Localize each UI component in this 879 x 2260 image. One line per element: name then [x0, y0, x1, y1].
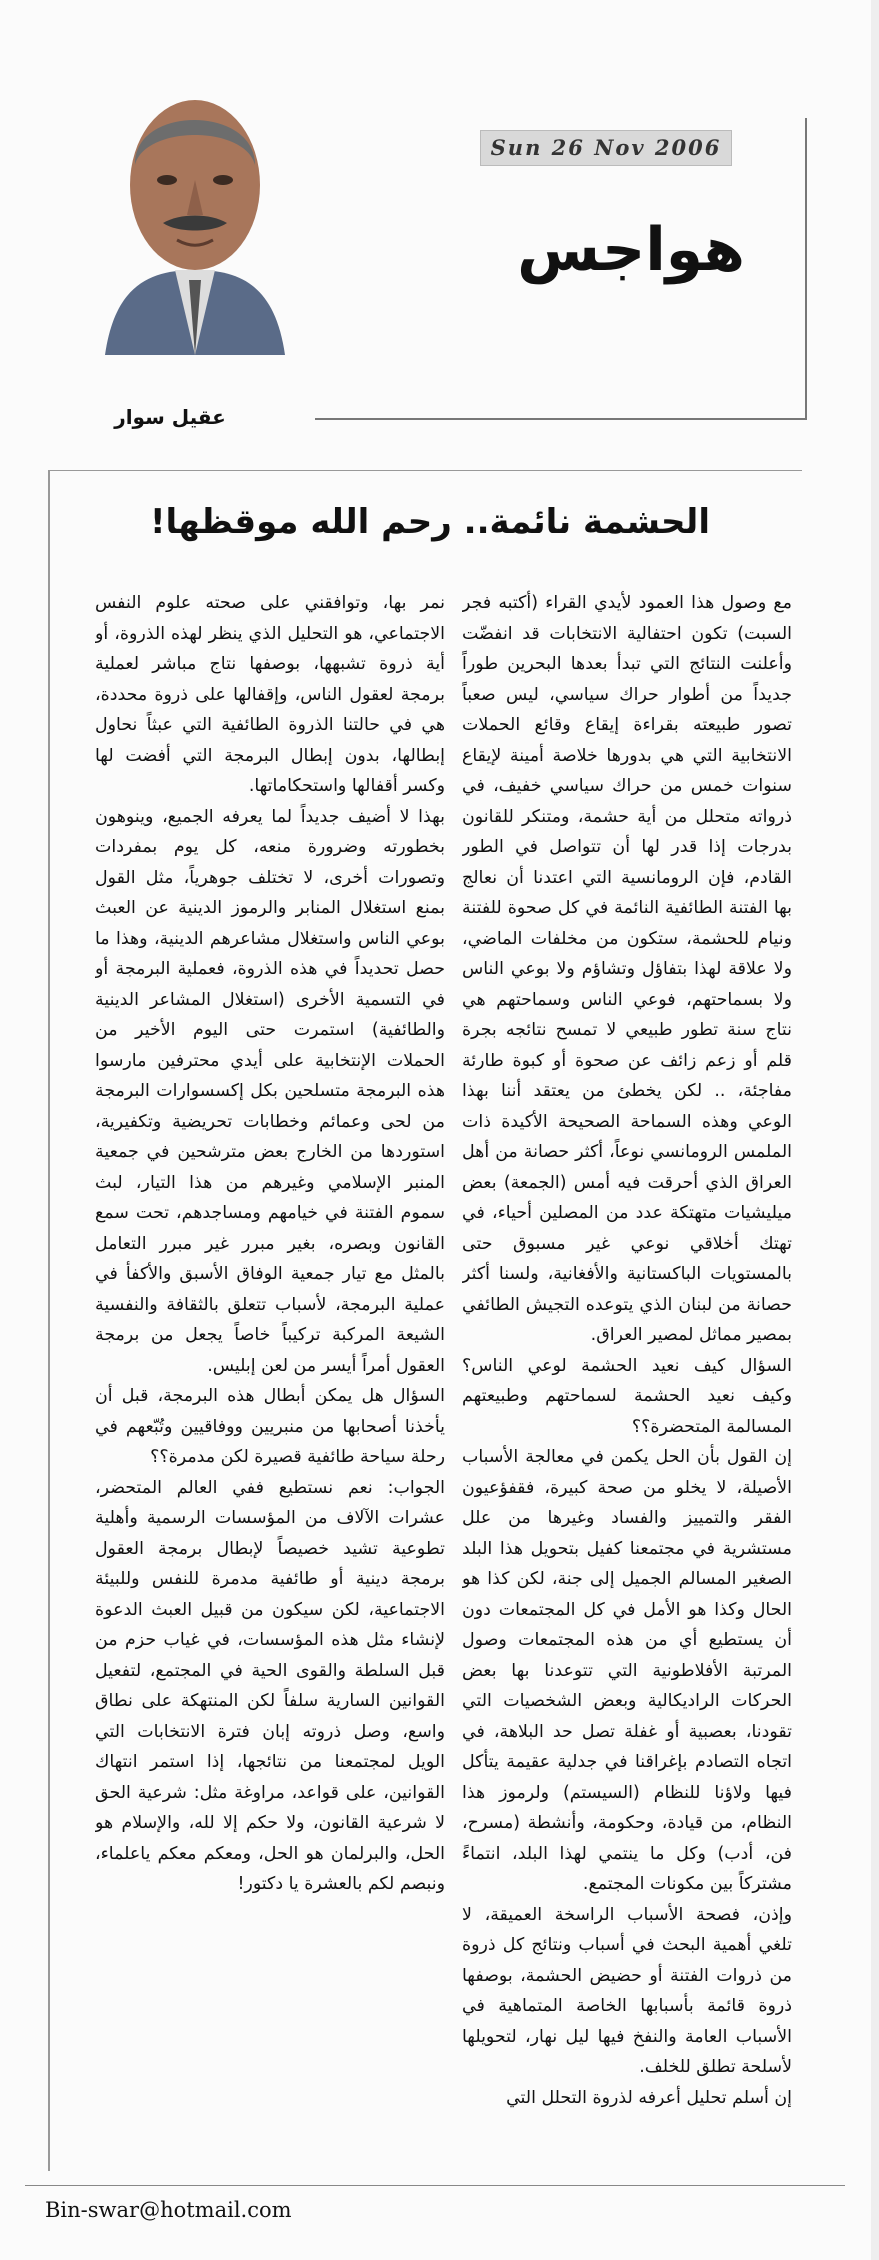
article-column-right — [462, 588, 792, 2148]
paragraph: السؤال هل يمكن أبطال هذه البرمجة، قبل أن يأخذنا أصحابها من منبريين ووفاقيين وتُبّعهم في رحلة سياحة طائفية قصيرة لكن مدمرة؟؟ — [95, 1386, 445, 1467]
column-section-title: هواجس — [517, 215, 745, 285]
paragraph: نمر بها، وتوافقني على صحته علوم النفس الاجتماعي، هو التحليل الذي ينظر لهذه الذروة، أو أية ذروة تشبهها، بوصفها نتاج مباشر لعملية برمجة لعقول الناس، وإقفالها على ذروة محددة، هي في حالتنا الذروة الطائفية التي عبثاً نحاول إبطالها، بدون إبطال البرمجة التي أفضت لها وكسر أقفالها واستحكاماتها. — [95, 593, 445, 796]
paragraph: مع وصول هذا العمود لأيدي القراء (أكتبه فجر السبت) تكون احتفالية الانتخابات قد انفضّت وأعلنت النتائج التي تبدأ بعدها البحرين طوراً جديداً من أطوار حراك سياسي، ليس صعباً تصور طبيعته بقراءة إيقاع وقائع الحملات الانتخابية التي هي بدورها خلاصة أمينة لإيقاع سنوات خمس من حراك سياسي خفيف، في ذرواته متحلل من أية حشمة، ومتنكر للقانون بدرجات إذا قدر لها أن تتواصل في الطور القادم، فإن الرومانسية التي اعتدنا أن نعالج بها الفتنة الطائفية النائمة في كل صحوة للفتنة ونيام للحشمة، ستكون من مخلفات الماضي، ولا علاقة لهذا بتفاؤل وتشاؤم ولا بوعي الناس ولا بسماحتهم، فوعي الناس وسماحتهم هي نتاج سنة تطور طبيعي لا تمسح نتائجه بجرة قلم أو زعم زائف عن صحوة أو كبوة طارئة مفاجئة، .. لكن يخطئ من يعتقد أننا بهذا الوعي وهذه السماحة الصحيحة الأكيدة ذات الملمس الرومانسي نوعاً، أكثر حصانة من أهل العراق الذي أحرقت فيه أمس (الجمعة) بعض ميليشيات متهتكة عدد من المصلين أحياء، في تهتك أخلاقي نوعي غير مسبوق حتى بالمستويات الباكستانية والأفغانية، ولسنا أكثر حصانة من لبنان الذي يتوعده التجيش الطائفي بمصير مماثل لمصير العراق. — [462, 593, 792, 1345]
paragraph: إن القول بأن الحل يكمن في معالجة الأسباب الأصيلة، لا يخلو من صحة كبيرة، فقفؤعيون الفقر والتمييز والفساد وغيرها من علل مستشرية في مجتمعنا كفيل بتحويل هذا البلد الصغير المسالم الجميل إلى جنة، لكن كذا هو الحال وكذا هو الأمل في كل المجتمعات دون أن يستطيع أي من هذه المجتمعات وصول المرتبة الأفلاطونية التي تتوعدنا بها بعض الحركات الراديكالية وبعض الشخصيات التي تقودنا، بعصبية أو غفلة تصل حد البلاهة، في اتجاه التصادم بإغراقنا في جدلية عقيمة يتأكل فيها ولاؤنا للنظام (السيستم) ولرموز هذا النظام، من قيادة، وحكومة، وأنشطة (مسرح، فن، أدب) وكل ما ينتمي لهذا البلد، انتماءً مشتركاً بين مكونات المجتمع. — [462, 1447, 792, 1894]
paragraph: السؤال كيف نعيد الحشمة لوعي الناس؟ وكيف نعيد الحشمة لسماحتهم وطبيعتهم المسالمة المتحضرة؟؟ — [462, 1355, 792, 1437]
author-email[interactable]: Bin-swar@hotmail.com — [45, 2198, 292, 2222]
paragraph: وإذن، فصحة الأسباب الراسخة العميقة، لا تلغي أهمية البحث في أسباب ونتائج كل ذروة من ذروات الفتنة أو حضيض الحشمة، بوصفها ذروة قائمة بأسبابها الخاصة المتماهية في الأسباب العامة والنفخ فيها ليل نهار، لتحويلها لأسلحة تطلق للخلف. — [462, 1904, 792, 2077]
author-portrait-image — [95, 55, 295, 355]
article-headline: الحشمة نائمة.. رحم الله موقظها! — [150, 502, 710, 542]
page-edge — [871, 0, 879, 2260]
article-column-left — [95, 588, 445, 2148]
paragraph: الجواب: نعم نستطيع ففي العالم المتحضر، عشرات الآلاف من المؤسسات الرسمية وأهلية تطوعية تشيد خصيصاً لإبطال برمجة العقول برمجة دينية أو طائفية مدمرة للنفس وللبيئة الاجتماعية، لكن سيكون من قبيل العبث الدعوة لإنشاء مثل هذه المؤسسات، في غياب حزم من قبل السلطة والقوى الحية في المجتمع، لتفعيل القوانين السارية سلفاً لكن المنتهكة على نطاق واسع، وصل ذروته إبان فترة الانتخابات التي الويل لمجتمعنا من نتائجها، إذا استمر انتهاك القوانين، على قواعد، مراوغة مثل: شرعية الحق لا شرعية القانون، ولا حكم إلا لله، والإسلام هو الحل، والبرلمان هو الحل، ومعكم معكم ياعلماء، ونبصم لكم بالعشرة يا دكتور! — [95, 1477, 445, 1894]
paragraph: إن أسلم تحليل أعرفه لذروة التحلل التي — [506, 2087, 792, 2108]
author-portrait — [95, 55, 295, 355]
publication-date: Sun 26 Nov 2006 — [480, 130, 732, 166]
paragraph: بهذا لا أضيف جديداً لما يعرفه الجميع، وينوهون بخطورته وضرورة منعه، كل يوم بمفردات وتصورات أخرى، لا تختلف جوهرياً، مثل القول بمنع استغلال المنابر والرموز الدينية عن العبث بوعي الناس واستغلال مشاعرهم الدينية، وهذا ما حصل تحديداً في هذه الذروة، فعملية البرمجة أو في التسمية الأخرى (استغلال المشاعر الدينية والطائفية) استمرت حتى اليوم الأخير من الحملات الإنتخابية على أيدي محترفين مارسوا هذه البرمجة متسلحين بكل إكسسوارات البرمجة من لحى وعمائم وخطابات تحريضية وتكفيرية، استوردها من الخارج بعض مترشحين في جمعية المنبر الإسلامي وغيرهم من هذا التيار، لبث سموم الفتنة في خيامهم ومساجدهم، تحت سمع القانون وبصره، بغير مبرر غير مبرر التعامل بالمثل مع تيار جمعية الوفاق الأسبق والأكفأ في عملية البرمجة، لأسباب تتعلق بالثقافة والنفسية الشيعة المركبة تركيباً خاصاً يجعل من برمجة العقول أمراً أيسر من لعن إبليس. — [95, 806, 445, 1376]
author-name: عقيل سوار — [114, 405, 226, 429]
footer-divider — [25, 2185, 845, 2186]
